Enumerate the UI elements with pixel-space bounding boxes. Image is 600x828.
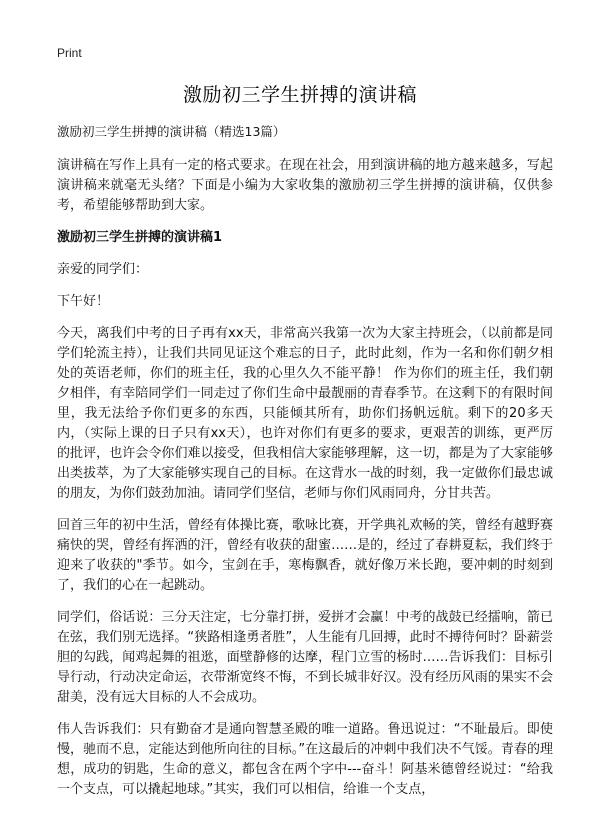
section-heading: 激励初三学生拼搏的演讲稿1 <box>57 230 223 245</box>
print-label: Print <box>57 46 82 60</box>
body-paragraph: 同学们，俗话说：三分天注定，七分靠打拼，爱拼才会赢！中考的战鼓已经擂响，箭已在弦，我们别无选择。“狭路相逢勇者胜”，人生能有几回搏，此时不搏待何时？卧薪尝胆的勾践，闻鸡起舞的祖逖，面壁静修的达摩，程门立雪的杨时……告诉我们：目标引导行动，行动决定命运，衣带渐宽终不悔，不到长城非好汉。没有经历风雨的果实不会甜美，没有远大目标的人不会成功。 <box>57 610 553 705</box>
document-body <box>57 122 553 812</box>
document-subtitle: 激励初三学生拼搏的演讲稿（精选13篇） <box>57 124 286 139</box>
greeting: 下午好！ <box>57 294 110 309</box>
body-paragraph: 伟人告诉我们：只有勤奋才是通向智慧圣殿的唯一道路。鲁迅说过：“不耻最后。即使慢，驰而不息，定能达到他所向往的目标。”在这最后的冲刺中我们决不气馁。青春的理想，成功的钥匙，生命的意义，都包含在两个字中---奋斗！阿基米德曾经说过：“给我一个支点，可以撬起地球。”其实，我们可以相信，给谁一个支点， <box>57 722 553 797</box>
document-title: 激励初三学生拼搏的演讲稿 <box>182 84 417 106</box>
salutation: 亲爱的同学们： <box>57 262 149 277</box>
body-paragraph: 回首三年的初中生活，曾经有体操比赛，歌咏比赛，开学典礼欢畅的笑，曾经有越野赛痛快的哭，曾经有挥洒的汗，曾经有收获的甜蜜……是的，经过了春耕夏耘，我们终于迎来了收获的"季节。如今，宝剑在手，寒梅飘香，就好像万米长跑，要冲刺的时刻到了，我们的心在一起跳动。 <box>57 518 553 593</box>
body-paragraph: 今天，离我们中考的日子再有xx天，非常高兴我第一次为大家主持班会，（以前都是同学们轮流主持），让我们共同见证这个难忘的日子，此时此刻，作为一名和你们朝夕相处的英语老师，你们的班主任，我的心里久久不能平静！ 作为你们的班主任，我们朝夕相伴，有幸陪同学们一同走过了你们生命中最靓丽的青春季节。在这剩下的有限时间里，我无法给予你们更多的东西，只能倾其所有，助你们扬帆远航。剩下的20多天内，（实际上课的日子只有xx天），也许对你们有更多的要求，更艰苦的训练，更严厉的批评，也许会令你们难以接受，但我相信大家能够理解，这一切，都是为了大家能够出类拔萃，为了大家能够实现自己的目标。在这背水一战的时刻，我一定做你们最忠诚的朋友，为你们鼓劲加油。请同学们坚信，老师与你们风雨同舟，分甘共苦。 <box>57 326 553 501</box>
intro-paragraph: 演讲稿在写作上具有一定的格式要求。在现在社会，用到演讲稿的地方越来越多，写起演讲稿来就毫无头绪？下面是小编为大家收集的激励初三学生拼搏的演讲稿，仅供参考，希望能够帮助到大家。 <box>57 158 553 213</box>
